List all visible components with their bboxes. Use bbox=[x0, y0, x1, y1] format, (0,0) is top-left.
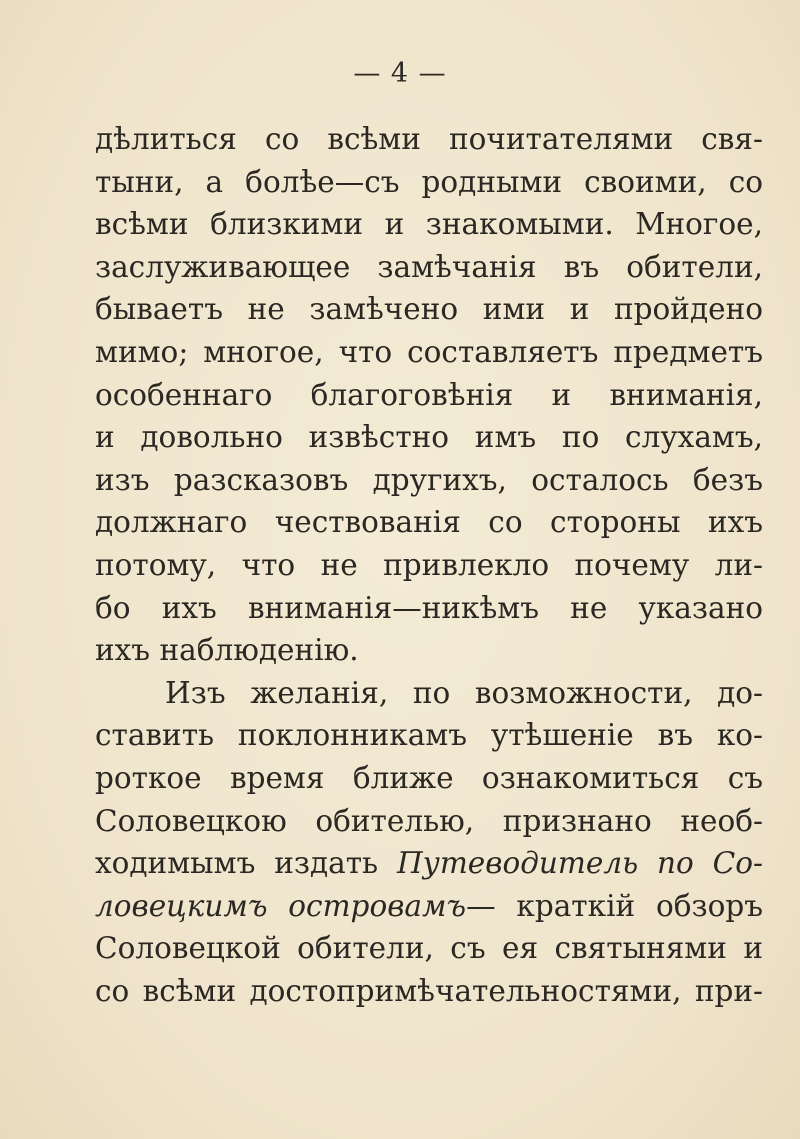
text-line: дѣлиться со всѣми почитателями свя- bbox=[95, 122, 763, 156]
text-line: тыни, а болѣе—съ родными своими, со bbox=[95, 164, 763, 199]
book-title-italic: ловецкимъ островамъ bbox=[95, 888, 467, 923]
paragraph-start-line: Изъ желанія, по возможности, до- bbox=[165, 675, 763, 710]
text-line: потому, что не привлекло почему ли- bbox=[95, 547, 763, 582]
text-line: и довольно извѣстно имъ по слухамъ, bbox=[95, 420, 763, 455]
text-line: особеннаго благоговѣнія и вниманія, bbox=[95, 377, 763, 412]
text-line: роткое время ближе ознакомиться съ bbox=[95, 760, 763, 795]
text-line bbox=[95, 885, 763, 928]
text-line: со всѣми достопримѣчательностями, при- bbox=[95, 973, 763, 1008]
text-line: Соловецкою обителью, признано необ- bbox=[95, 803, 763, 838]
text-line: всѣми близкими и знакомыми. Многое, bbox=[95, 207, 763, 242]
paragraph-end-line: ихъ наблюденію. bbox=[95, 633, 359, 668]
text-line: Соловецкой обители, съ ея святынями и bbox=[95, 931, 763, 966]
text-line: заслуживающее замѣчанія въ обители, bbox=[95, 249, 763, 284]
body-text bbox=[95, 118, 763, 1012]
book-title-italic: Путеводитель по Со- bbox=[397, 846, 763, 881]
text-line: ставить поклонникамъ утѣшеніе въ ко- bbox=[95, 718, 763, 753]
page-number: — 4 — bbox=[353, 58, 447, 89]
text-segment: ходимымъ издать bbox=[95, 846, 379, 881]
text-segment: — краткій обзоръ bbox=[466, 888, 764, 923]
text-line bbox=[95, 842, 763, 885]
text-line: изъ разсказовъ другихъ, осталось безъ bbox=[95, 462, 763, 497]
text-line: должнаго чествованія со стороны ихъ bbox=[95, 505, 763, 540]
text-line: бываетъ не замѣчено ими и пройдено bbox=[95, 292, 763, 327]
text-line: бо ихъ вниманія—никѣмъ не указано bbox=[95, 590, 763, 625]
text-line: мимо; многое, что составляетъ предметъ bbox=[95, 334, 763, 369]
